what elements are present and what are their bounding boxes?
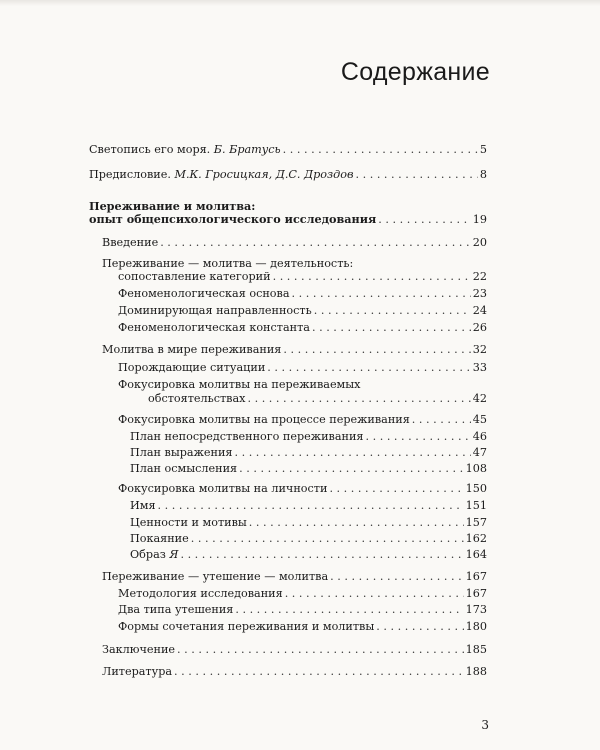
toc-entry-label: Молитва в мире переживания [102, 343, 282, 356]
toc-entry-label: Заключение [102, 643, 176, 656]
toc-page-number: 162 [465, 532, 487, 545]
leader-dots [180, 548, 463, 562]
toc-page-number: 167 [465, 570, 487, 583]
toc-entry-dominant-direction [118, 304, 487, 318]
toc-entry-svetopis [89, 143, 487, 157]
toc-entry-label: обстоятельствах [148, 392, 246, 405]
toc-entry-immediate-plan [130, 430, 487, 444]
toc-entry-focus-process [118, 413, 487, 427]
leader-dots [378, 213, 470, 227]
leader-dots [160, 236, 471, 250]
toc-page-number: 24 [472, 304, 487, 317]
toc-entry-label: Имя [130, 499, 156, 512]
toc-entry-label: План выражения [130, 446, 233, 459]
toc-entry-consolation [102, 570, 487, 584]
toc-entry-label: Два типа утешения [118, 603, 234, 616]
page-title: Содержание [340, 58, 490, 86]
leader-dots [365, 430, 470, 444]
toc-page-number: 180 [465, 620, 487, 633]
leader-dots [312, 321, 471, 335]
leader-dots [235, 603, 463, 617]
toc-entry-name [130, 499, 487, 513]
leader-dots [267, 361, 470, 375]
toc-entry-label: Предисловие. М.К. Гросицкая, Д.С. Дроздов [89, 168, 354, 181]
toc-entry-label: Светопись его моря. Б. Братусь [89, 143, 281, 156]
toc-entry-label: Введение [102, 236, 159, 249]
toc-entry-label: План осмысления [130, 462, 238, 475]
toc-entry-label: Ценности и мотивы [130, 516, 247, 529]
toc-entry-label: сопоставление категорий [118, 270, 271, 283]
leader-dots [329, 482, 463, 496]
toc-entry-label: Литература [102, 665, 173, 678]
leader-dots [283, 343, 470, 357]
leader-dots [292, 287, 471, 301]
page-number: 3 [481, 718, 489, 732]
leader-dots [234, 446, 470, 460]
toc-entry-values [130, 516, 487, 530]
toc-entry-label: Формы сочетания переживания и молитвы [118, 620, 375, 633]
toc-page-number: 20 [472, 236, 487, 249]
toc-entry-label: Фокусировка молитвы на личности [118, 482, 328, 495]
leader-dots [177, 643, 464, 657]
toc-page-number: 167 [465, 587, 487, 600]
toc-page-number: 32 [472, 343, 487, 356]
toc-page-number: 42 [472, 392, 487, 405]
toc-page-number: 151 [465, 499, 487, 512]
leader-dots [376, 620, 463, 634]
toc-entry-comparison [118, 270, 487, 284]
toc-entry-label: опыт общепсихологического исследования [89, 212, 377, 226]
toc-page-number: 19 [472, 213, 487, 226]
toc-page-number: 23 [472, 287, 487, 300]
toc-entry-expression-plan [130, 446, 487, 460]
toc-page-number: 5 [479, 143, 487, 156]
toc-entry-first-line: Переживание — молитва — деятельность: [102, 257, 354, 270]
toc-entry-label: Порождающие ситуации [118, 361, 266, 374]
toc-page-number: 47 [472, 446, 487, 459]
toc-page-number: 108 [465, 462, 487, 475]
toc-entry-first-line: Фокусировка молитвы на переживаемых [118, 378, 361, 391]
toc-entry-literature [102, 665, 487, 679]
toc-entry-self-image [130, 548, 487, 562]
leader-dots [247, 392, 470, 406]
leader-dots [158, 499, 464, 513]
toc-page-number: 8 [479, 168, 487, 181]
toc-entry-label: Переживание — утешение — молитва [102, 570, 329, 583]
toc-page-number: 33 [472, 361, 487, 374]
toc-entry-preface [89, 168, 487, 182]
toc-entry-phenomenological-basis [118, 287, 487, 301]
toc-entry-label: План непосредственного переживания [130, 430, 364, 443]
toc-entry-prayer-in-world [102, 343, 487, 357]
toc-entry-label: Феноменологическая основа [118, 287, 290, 300]
toc-entry-label: Покаяние [130, 532, 189, 545]
leader-dots [314, 304, 471, 318]
toc-page-number: 164 [465, 548, 487, 561]
toc-entry-label: Методология исследования [118, 587, 283, 600]
toc-entry-label: Фокусировка молитвы на процессе переживания [118, 413, 410, 426]
toc-entry-meaning-plan [130, 462, 487, 476]
toc-entry-introduction [102, 236, 487, 250]
toc-page-number: 150 [465, 482, 487, 495]
leader-dots [355, 168, 477, 182]
toc-entry-conclusion [102, 643, 487, 657]
toc-page-number: 26 [472, 321, 487, 334]
leader-dots [330, 570, 464, 584]
leader-dots [249, 516, 464, 530]
page-edge [0, 0, 600, 6]
leader-dots [283, 143, 478, 157]
toc-page-number: 45 [472, 413, 487, 426]
leader-dots [285, 587, 464, 601]
toc-entry-focus-personality [118, 482, 487, 496]
leader-dots [239, 462, 464, 476]
toc-page-number: 188 [465, 665, 487, 678]
toc-entry-part-one [89, 212, 487, 226]
toc-page-number: 46 [472, 430, 487, 443]
leader-dots [191, 532, 464, 546]
toc-page-number: 22 [472, 270, 487, 283]
toc-page-number: 157 [465, 516, 487, 529]
leader-dots [273, 270, 471, 284]
toc-entry-phenomenological-constant [118, 321, 487, 335]
toc-entry-label: Образ Я [130, 548, 179, 561]
leader-dots [174, 665, 464, 679]
toc-entry-repentance [130, 532, 487, 546]
toc-page-number: 185 [465, 643, 487, 656]
toc-entry-two-types [118, 603, 487, 617]
toc-entry-forms [118, 620, 487, 634]
toc-entry-generating-situations [118, 361, 487, 375]
toc-entry-label: Феноменологическая константа [118, 321, 310, 334]
leader-dots [412, 413, 471, 427]
toc-entry-label: Доминирующая направленность [118, 304, 312, 317]
toc-section-heading: Переживание и молитва: [89, 199, 256, 213]
toc-entry-focus-circumstances [148, 392, 487, 406]
toc-page-number: 173 [465, 603, 487, 616]
toc-entry-methodology [118, 587, 487, 601]
